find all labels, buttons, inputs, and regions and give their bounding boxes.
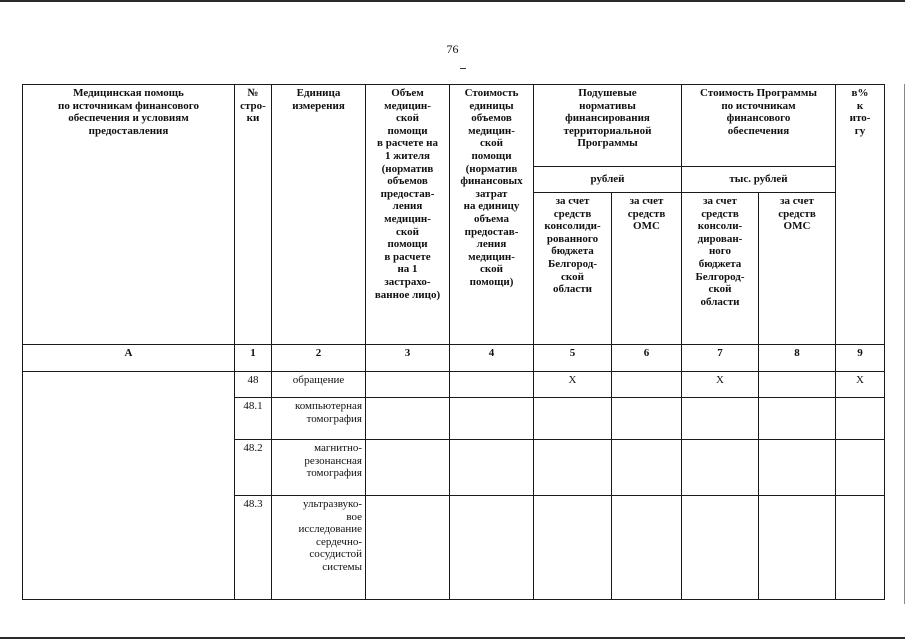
regional-norm-cell — [534, 440, 612, 496]
header-unit-thousand-rubles: тыс. рублей — [682, 167, 836, 193]
unit-cost-cell — [450, 496, 534, 600]
unit-cost-cell — [450, 398, 534, 440]
column-number: 6 — [612, 345, 682, 372]
volume-cell — [366, 440, 450, 496]
header-oms-norm: за счет средств ОМС — [612, 193, 682, 345]
percent-cell — [836, 496, 885, 600]
regional-cost-cell — [682, 496, 759, 600]
header-percent-total: в% к ито- гу — [836, 85, 885, 345]
header-volume: Объем медицин- ской помощи в расчете на 1 жителя (норматив объемов предостав- ления медицин- ской помощи в расчете на 1 застрахо- ванное лицо) — [366, 85, 450, 345]
unit-cost-cell — [450, 372, 534, 398]
oms-cost-cell — [759, 372, 836, 398]
regional-cost-cell — [682, 398, 759, 440]
percent-cell — [836, 398, 885, 440]
header-regional-budget-cost: за счет средств консоли- дирован- ного бюджета Белгород- ской области — [682, 193, 759, 345]
separator-mark — [460, 68, 466, 69]
regional-norm-cell: Х — [534, 372, 612, 398]
unit-cell: компьютерная томография — [272, 398, 366, 440]
oms-norm-cell — [612, 372, 682, 398]
volume-cell — [366, 372, 450, 398]
oms-norm-cell — [612, 496, 682, 600]
column-number: 4 — [450, 345, 534, 372]
unit-cost-cell — [450, 440, 534, 496]
column-number: 5 — [534, 345, 612, 372]
oms-cost-cell — [759, 496, 836, 600]
column-number: 9 — [836, 345, 885, 372]
line-number: 48.1 — [235, 398, 272, 440]
unit-cell: ультразвуко- вое исследование сердечно- сосудистой системы — [272, 496, 366, 600]
regional-norm-cell — [534, 496, 612, 600]
header-unit: Единица измерения — [272, 85, 366, 345]
header-line-number: № стро- ки — [235, 85, 272, 345]
volume-cell — [366, 398, 450, 440]
column-number: 8 — [759, 345, 836, 372]
header-unit-cost: Стоимость единицы объемов медицин- ской помощи (норматив финансовых затрат на единицу объема предостав- ления медицин- ской помощи) — [450, 85, 534, 345]
column-number: 3 — [366, 345, 450, 372]
table-row — [23, 372, 885, 398]
header-per-capita-norms: Подушевые нормативы финансирования территориальной Программы — [534, 85, 682, 167]
regional-cost-cell: Х — [682, 372, 759, 398]
unit-cell: магнитно- резонансная томография — [272, 440, 366, 496]
regional-cost-cell — [682, 440, 759, 496]
header-medical-care: Медицинская помощь по источникам финансового обеспечения и условиям предоставления — [23, 85, 235, 345]
column-number: 2 — [272, 345, 366, 372]
regional-norm-cell — [534, 398, 612, 440]
unit-cell: обращение — [272, 372, 366, 398]
page-number: 76 — [446, 42, 459, 56]
line-number: 48.2 — [235, 440, 272, 496]
column-number: 1 — [235, 345, 272, 372]
header-regional-budget-norm: за счет средств консолиди- рованного бюджета Белгород- ской области — [534, 193, 612, 345]
medical-care-cell — [23, 372, 235, 600]
header-oms-cost: за счет средств ОМС — [759, 193, 836, 345]
line-number: 48 — [235, 372, 272, 398]
header-program-cost: Стоимость Программы по источникам финансового обеспечения — [682, 85, 836, 167]
oms-cost-cell — [759, 440, 836, 496]
oms-norm-cell — [612, 440, 682, 496]
header-unit-rubles: рублей — [534, 167, 682, 193]
scan-edge-top — [0, 0, 905, 2]
volume-cell — [366, 496, 450, 600]
financing-table — [22, 84, 885, 600]
column-number: А — [23, 345, 235, 372]
oms-cost-cell — [759, 398, 836, 440]
scan-edge-bottom — [0, 637, 905, 639]
oms-norm-cell — [612, 398, 682, 440]
percent-cell: Х — [836, 372, 885, 398]
column-number: 7 — [682, 345, 759, 372]
percent-cell — [836, 440, 885, 496]
line-number: 48.3 — [235, 496, 272, 600]
